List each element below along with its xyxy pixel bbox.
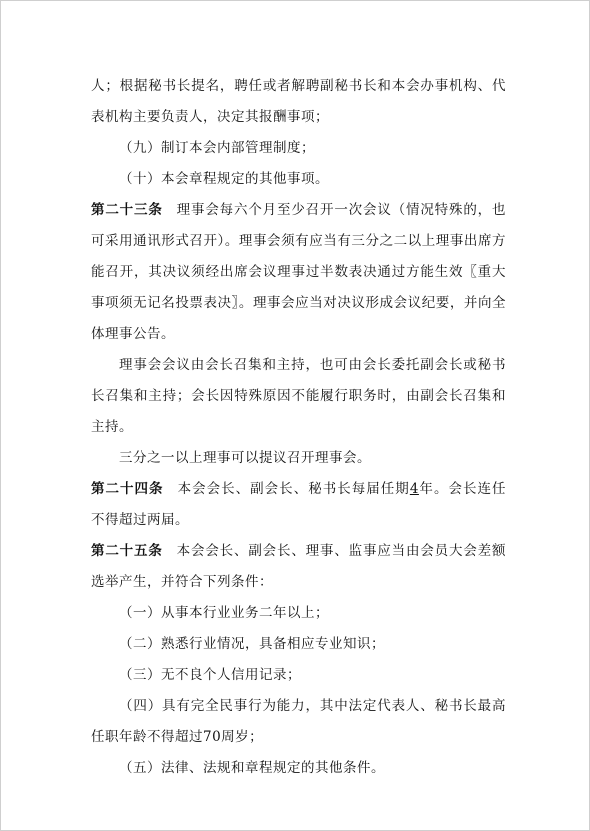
condition-4: （四）具有完全民事行为能力，其中法定代表人、秘书长最高任职年龄不得超过70周岁； <box>91 698 506 745</box>
condition-3: （三）无不良个人信用记录； <box>119 667 301 683</box>
document-body <box>91 71 506 784</box>
item-10: （十）本会章程规定的其他事项。 <box>119 171 329 187</box>
article-23-title: 第二十三条 <box>91 202 163 218</box>
article-25 <box>91 536 506 598</box>
item-9: （九）制订本会内部管理制度； <box>119 140 315 156</box>
article-23-paragraph-3: 三分之一以上理事可以提议召开理事会。 <box>119 450 371 466</box>
article-24-text-b: 年。会长连任不得超过两届。 <box>91 481 507 528</box>
article-23 <box>91 195 506 350</box>
article-25-text: 本会会长、副会长、理事、监事应当由会员大会差额选举产生，并符合下列条件： <box>91 543 507 590</box>
article-24-text-a: 本会会长、副会长、秘书长每届任期 <box>177 481 410 497</box>
article-24-title: 第二十四条 <box>91 481 164 497</box>
condition-5: （五）法律、法规和章程规定的其他条件。 <box>119 760 385 776</box>
article-23-paragraph-2: 理事会会议由会长召集和主持，也可由会长委托副会长或秘书长召集和主持；会长因特殊原因不能履行职务时，由副会长召集和主持。 <box>91 357 506 435</box>
article-25-title: 第二十五条 <box>91 543 163 559</box>
article-24-term: 4 <box>409 481 419 497</box>
article-23-text: 理事会每六个月至少召开一次会议（情况特殊的，也可采用通讯形式召开）。理事会须有应当有三分之二以上理事出席方能召开，其决议须经出席会议理事过半数表决通过方能生效〖重大事项须无记名投票表决〗。理事会应当对决议形成会议纪要，并向全体理事公告。 <box>91 202 507 342</box>
condition-1: （一）从事本行业业务二年以上； <box>119 605 329 621</box>
article-24 <box>91 474 506 536</box>
condition-2: （二）熟悉行业情况，具备相应专业知识； <box>119 636 385 652</box>
paragraph-continuation: 人；根据秘书长提名，聘任或者解聘副秘书长和本会办事机构、代表机构主要负责人，决定其报酬事项； <box>91 78 506 125</box>
